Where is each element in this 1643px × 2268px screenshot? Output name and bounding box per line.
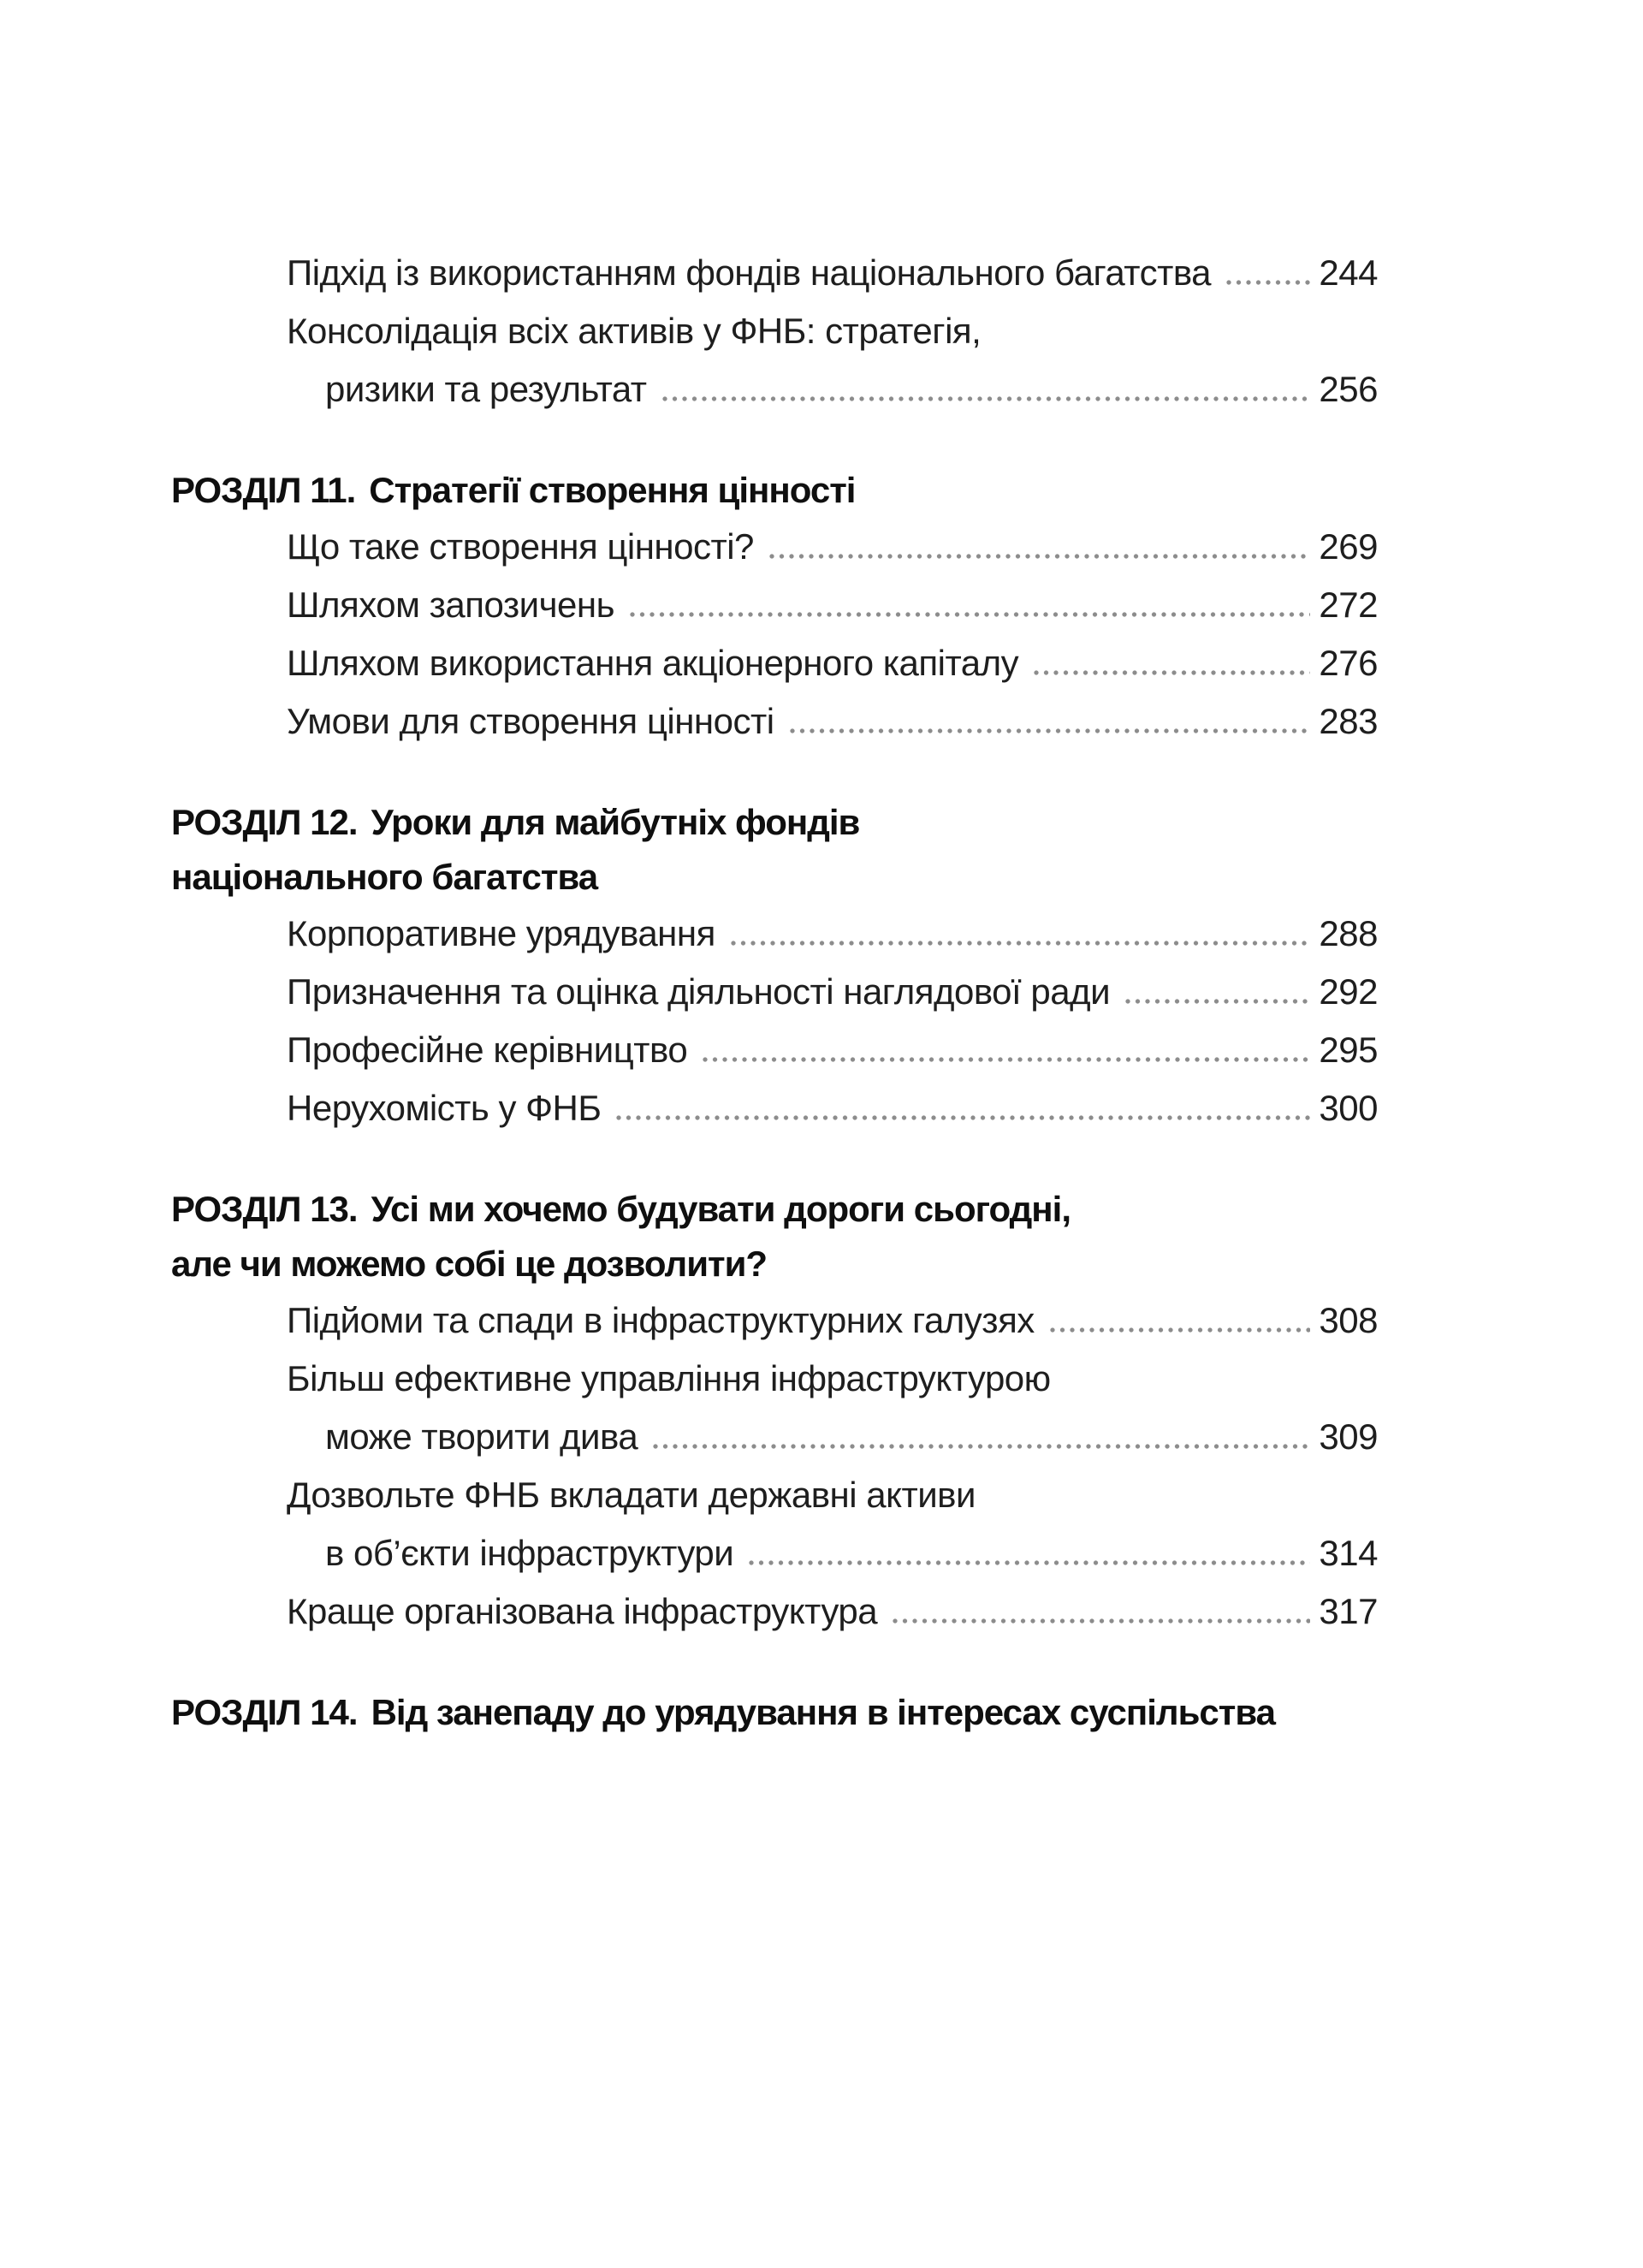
- page-number: 308: [1319, 1300, 1378, 1340]
- chapter-number: РОЗДІЛ 12.: [171, 802, 358, 842]
- toc-entry-continuation: [325, 360, 1378, 419]
- toc-entry-text: Професійне керівництво: [287, 1030, 688, 1070]
- toc-entry: [287, 244, 1378, 302]
- dot-leader: [731, 941, 1311, 946]
- toc-entry-text: Консолідація всіх активів у ФНБ: стратегія,: [287, 311, 982, 351]
- toc-entry: [287, 302, 1378, 360]
- page-number: 256: [1319, 369, 1378, 409]
- toc-entry-text: Корпоративне урядування: [287, 913, 715, 953]
- chapter-heading: [171, 795, 1378, 905]
- toc-entry: [287, 1350, 1378, 1408]
- page-number: 317: [1319, 1591, 1378, 1631]
- toc-entry-text: Призначення та оцінка діяльності наглядової ради: [287, 971, 1111, 1012]
- chapter-heading-line: [171, 850, 1378, 905]
- page-number: 269: [1319, 526, 1378, 567]
- toc-entry: [287, 518, 1378, 576]
- dot-leader: [893, 1618, 1310, 1624]
- chapter-number: РОЗДІЛ 14.: [171, 1692, 358, 1732]
- toc-section: [171, 463, 1378, 751]
- toc-entry: [287, 905, 1378, 963]
- toc-entry: [287, 1021, 1378, 1079]
- chapter-title: Уроки для майбутніх фондів: [371, 802, 860, 842]
- chapter-heading: [171, 1182, 1378, 1291]
- chapter-heading-line: [171, 1182, 1378, 1237]
- toc-entry-text: ризики та результат: [325, 369, 647, 409]
- toc-entry-text: може творити дива: [325, 1416, 638, 1457]
- chapter-heading-line: [171, 1237, 1378, 1291]
- toc-section: [171, 795, 1378, 1137]
- chapter-title: Стратегії створення цінності: [369, 470, 856, 510]
- chapter-heading: [171, 463, 1378, 518]
- toc-entry-text: Умови для створення цінності: [287, 701, 774, 741]
- page-number: 276: [1319, 643, 1378, 683]
- chapter-heading: [171, 1685, 1378, 1740]
- chapter-number: РОЗДІЛ 11.: [171, 470, 356, 510]
- chapter-heading-line: [171, 795, 1378, 850]
- page-number: 292: [1319, 971, 1378, 1012]
- toc-entry: [287, 1466, 1378, 1524]
- dot-leader: [1125, 999, 1310, 1004]
- toc-entry: [287, 634, 1378, 692]
- toc-entry-text: Нерухомість у ФНБ: [287, 1088, 602, 1128]
- toc-entry-text: Шляхом запозичень: [287, 585, 614, 625]
- dot-leader: [630, 612, 1310, 617]
- page-number: 272: [1319, 585, 1378, 625]
- chapter-heading-line: [171, 1685, 1378, 1740]
- dot-leader: [616, 1115, 1310, 1120]
- page-number: 300: [1319, 1088, 1378, 1128]
- dot-leader: [749, 1560, 1310, 1565]
- page-number: 309: [1319, 1416, 1378, 1457]
- page-number: 295: [1319, 1030, 1378, 1070]
- toc-section: [171, 244, 1378, 419]
- toc-entry: [287, 1291, 1378, 1350]
- dot-leader: [653, 1444, 1310, 1449]
- toc-entry-text: Краще організована інфраструктура: [287, 1591, 878, 1631]
- toc-entry-text: Дозвольте ФНБ вкладати державні активи: [287, 1475, 976, 1515]
- chapter-title: Усі ми хочемо будувати дороги сьогодні,: [371, 1189, 1071, 1229]
- toc-entry-text: Підйоми та спади в інфраструктурних галузях: [287, 1300, 1035, 1340]
- chapter-title: Від занепаду до урядування в інтересах суспільства: [371, 1692, 1275, 1732]
- dot-leader: [1226, 280, 1310, 285]
- page-number: 288: [1319, 913, 1378, 953]
- dot-leader: [662, 396, 1311, 401]
- page-number: 314: [1319, 1533, 1378, 1573]
- toc-entry-text: в об’єкти інфраструктури: [325, 1533, 734, 1573]
- toc-section: [171, 1182, 1378, 1641]
- chapter-number: РОЗДІЛ 13.: [171, 1189, 358, 1229]
- toc-entry: [287, 1079, 1378, 1137]
- dot-leader: [1034, 670, 1310, 675]
- toc-entry-text: Що таке створення цінності?: [287, 526, 754, 567]
- toc-content: [171, 244, 1378, 1740]
- dot-leader: [1050, 1327, 1311, 1333]
- chapter-title-line2: національного багатства: [171, 857, 598, 897]
- toc-entry: [287, 692, 1378, 751]
- toc-entry: [287, 576, 1378, 634]
- chapter-title-line2: але чи можемо собі це дозволити?: [171, 1244, 768, 1284]
- chapter-heading-line: [171, 463, 1378, 518]
- toc-section: [171, 1685, 1378, 1740]
- dot-leader: [769, 554, 1311, 559]
- toc-entry: [287, 1582, 1378, 1641]
- toc-entry-text: Шляхом використання акціонерного капіталу: [287, 643, 1019, 683]
- page-number: 244: [1319, 252, 1378, 293]
- toc-entry-text: Більш ефективне управління інфраструктурою: [287, 1358, 1051, 1398]
- toc-entry-continuation: [325, 1408, 1378, 1466]
- page-number: 283: [1319, 701, 1378, 741]
- toc-entry-text: Підхід із використанням фондів національного багатства: [287, 252, 1212, 293]
- dot-leader: [790, 728, 1311, 733]
- dot-leader: [703, 1057, 1310, 1062]
- toc-entry: [287, 963, 1378, 1021]
- toc-entry-continuation: [325, 1524, 1378, 1582]
